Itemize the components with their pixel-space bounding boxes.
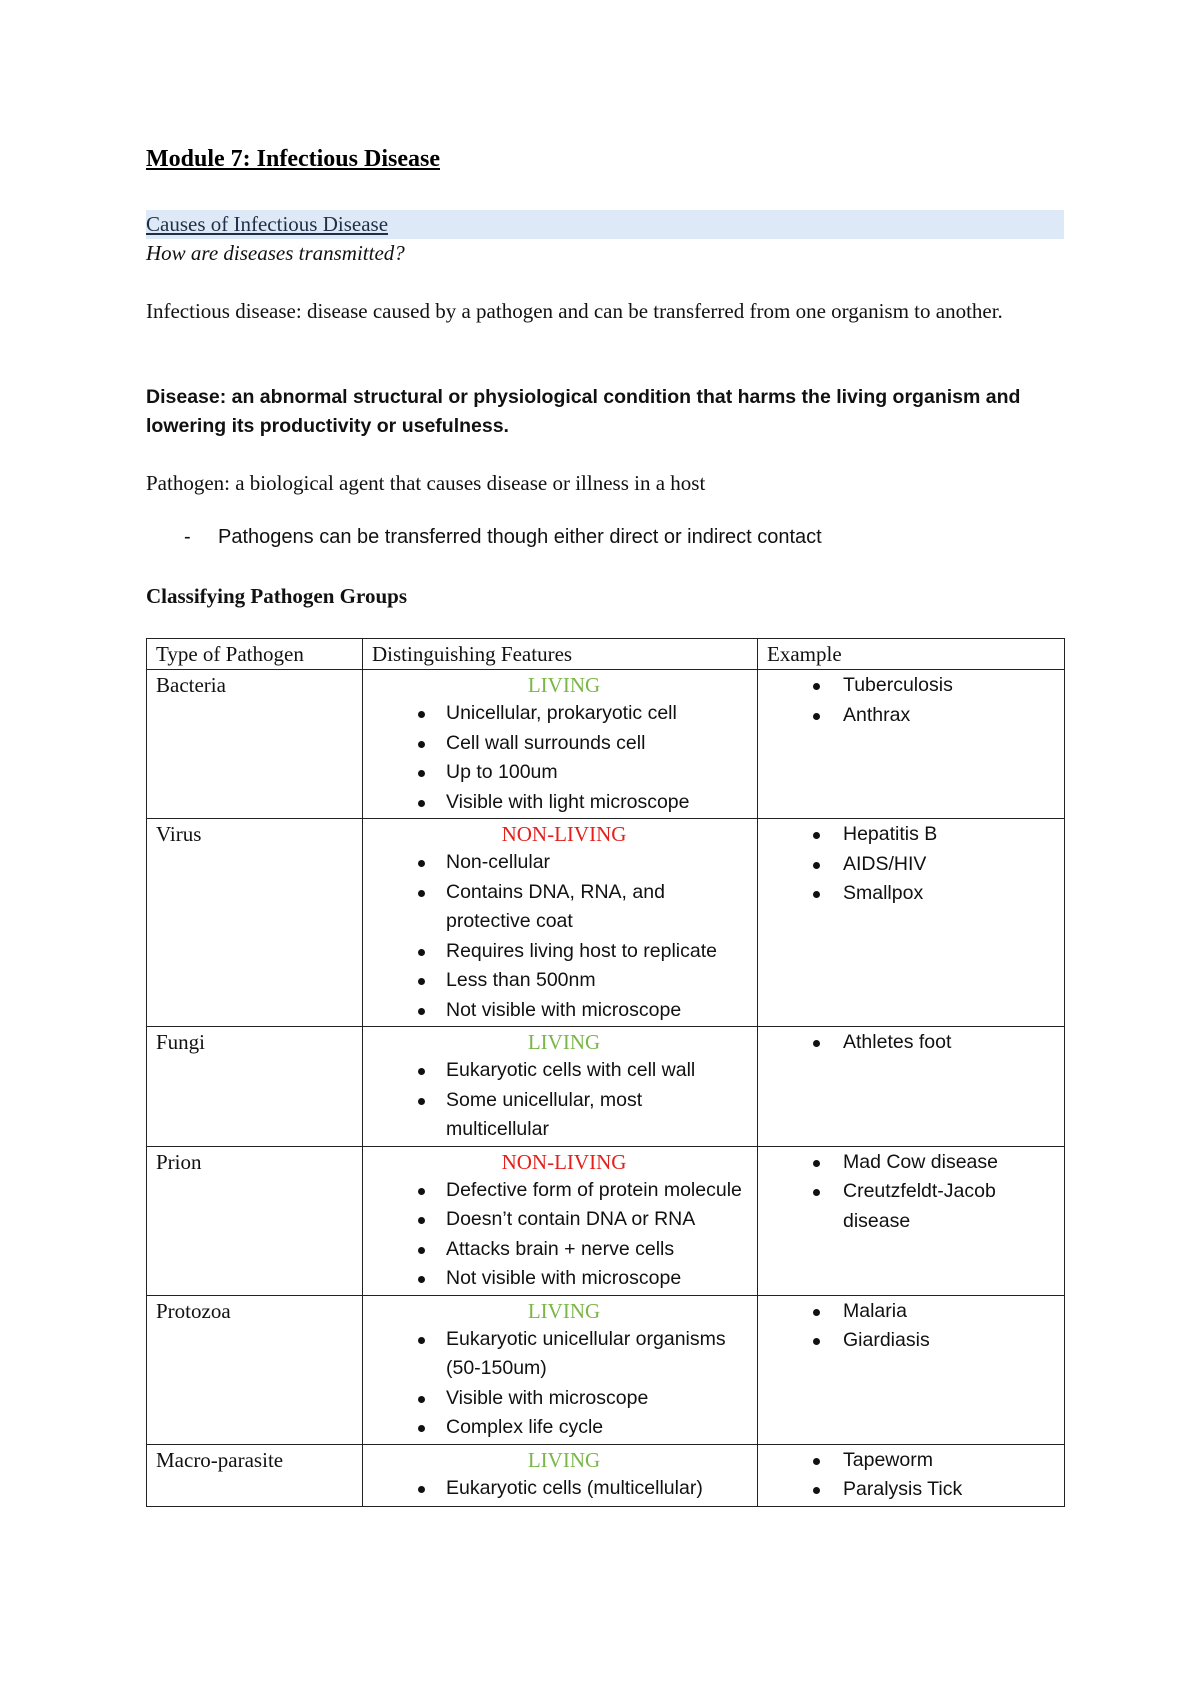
examples-cell bbox=[758, 1444, 1065, 1506]
header-features: Distinguishing Features bbox=[363, 639, 758, 670]
examples-list bbox=[767, 1297, 1055, 1356]
feature-item: Requires living host to replicate bbox=[372, 937, 748, 967]
feature-item: Visible with microscope bbox=[372, 1384, 748, 1414]
features-cell bbox=[363, 1027, 758, 1147]
feature-item: Contains DNA, RNA, and protective coat bbox=[372, 878, 748, 937]
table-row bbox=[147, 1444, 1065, 1506]
features-list bbox=[372, 1474, 748, 1504]
feature-item: Cell wall surrounds cell bbox=[372, 729, 748, 759]
pathogen-transfer-item bbox=[184, 526, 822, 549]
feature-item: Some unicellular, most multicellular bbox=[372, 1086, 748, 1145]
pathogen-type: Virus bbox=[147, 819, 363, 1027]
example-item: Malaria bbox=[767, 1297, 1055, 1327]
pathogen-table bbox=[146, 638, 1065, 1507]
table-row bbox=[147, 1146, 1065, 1295]
examples-list bbox=[767, 1148, 1055, 1237]
status-label: LIVING bbox=[527, 673, 601, 697]
table-row bbox=[147, 1295, 1065, 1444]
feature-item: Eukaryotic unicellular organisms (50-150um) bbox=[372, 1325, 748, 1384]
feature-item: Attacks brain + nerve cells bbox=[372, 1235, 748, 1265]
examples-list bbox=[767, 671, 1055, 730]
features-cell bbox=[363, 819, 758, 1027]
example-item: Hepatitis B bbox=[767, 820, 1055, 850]
pathogen-type: Bacteria bbox=[147, 670, 363, 819]
example-item: Smallpox bbox=[767, 879, 1055, 909]
section-heading: Causes of Infectious Disease bbox=[146, 212, 389, 236]
features-cell bbox=[363, 670, 758, 819]
examples-list bbox=[767, 820, 1055, 909]
feature-item: Not visible with microscope bbox=[372, 1264, 748, 1294]
pathogen-type: Prion bbox=[147, 1146, 363, 1295]
feature-item: Eukaryotic cells with cell wall bbox=[372, 1056, 748, 1086]
header-type: Type of Pathogen bbox=[147, 639, 363, 670]
features-cell bbox=[363, 1295, 758, 1444]
example-item: Creutzfeldt-Jacob disease bbox=[767, 1177, 1055, 1236]
table-row bbox=[147, 819, 1065, 1027]
example-item: Giardiasis bbox=[767, 1326, 1055, 1356]
example-item: Tapeworm bbox=[767, 1446, 1055, 1476]
feature-item: Eukaryotic cells (multicellular) bbox=[372, 1474, 748, 1504]
examples-cell bbox=[758, 819, 1065, 1027]
feature-item: Less than 500nm bbox=[372, 966, 748, 996]
features-cell bbox=[363, 1444, 758, 1506]
features-list bbox=[372, 848, 748, 1025]
table-row bbox=[147, 670, 1065, 819]
examples-cell bbox=[758, 1027, 1065, 1147]
features-list bbox=[372, 699, 748, 817]
status-label: LIVING bbox=[527, 1030, 601, 1054]
feature-item: Not visible with microscope bbox=[372, 996, 748, 1026]
example-item: Athletes foot bbox=[767, 1028, 1055, 1058]
pathogen-type: Protozoa bbox=[147, 1295, 363, 1444]
status-label: LIVING bbox=[527, 1298, 601, 1323]
table-header-row bbox=[147, 639, 1065, 670]
dash-bullet: - bbox=[184, 526, 191, 548]
examples-cell bbox=[758, 670, 1065, 819]
feature-item: Non-cellular bbox=[372, 848, 748, 878]
examples-list bbox=[767, 1028, 1055, 1058]
header-example: Example bbox=[758, 639, 1065, 670]
example-item: Paralysis Tick bbox=[767, 1475, 1055, 1505]
examples-cell bbox=[758, 1146, 1065, 1295]
pathogen-definition: Pathogen: a biological agent that causes disease or illness in a host bbox=[146, 471, 706, 495]
example-item: Anthrax bbox=[767, 701, 1055, 731]
section-question: How are diseases transmitted? bbox=[146, 241, 405, 265]
example-item: Mad Cow disease bbox=[767, 1148, 1055, 1178]
pathogen-transfer-text: Pathogens can be transferred though either direct or indirect contact bbox=[218, 526, 822, 548]
features-list bbox=[372, 1176, 748, 1294]
pathogen-type: Fungi bbox=[147, 1027, 363, 1147]
feature-item: Defective form of protein molecule bbox=[372, 1176, 748, 1206]
examples-list bbox=[767, 1446, 1055, 1505]
example-item: Tuberculosis bbox=[767, 671, 1055, 701]
features-list bbox=[372, 1056, 748, 1145]
features-list bbox=[372, 1325, 748, 1443]
classifying-heading: Classifying Pathogen Groups bbox=[146, 584, 407, 608]
example-item: AIDS/HIV bbox=[767, 850, 1055, 880]
table-row bbox=[147, 1027, 1065, 1147]
feature-item: Up to 100um bbox=[372, 758, 748, 788]
feature-item: Doesn’t contain DNA or RNA bbox=[372, 1205, 748, 1235]
pathogen-type: Macro-parasite bbox=[147, 1444, 363, 1506]
status-label: NON-LIVING bbox=[501, 1149, 627, 1174]
disease-definition: Disease: an abnormal structural or physiological condition that harms the living organism and lowering its productivity or usefulness. bbox=[146, 386, 1021, 437]
infectious-disease-definition: Infectious disease: disease caused by a pathogen and can be transferred from one organism to another. bbox=[146, 299, 1003, 323]
feature-item: Complex life cycle bbox=[372, 1413, 748, 1443]
status-label: NON-LIVING bbox=[501, 822, 627, 846]
examples-cell bbox=[758, 1295, 1065, 1444]
feature-item: Unicellular, prokaryotic cell bbox=[372, 699, 748, 729]
status-label: LIVING bbox=[527, 1447, 601, 1472]
feature-item: Visible with light microscope bbox=[372, 788, 748, 818]
features-cell bbox=[363, 1146, 758, 1295]
page-title: Module 7: Infectious Disease bbox=[146, 146, 440, 172]
